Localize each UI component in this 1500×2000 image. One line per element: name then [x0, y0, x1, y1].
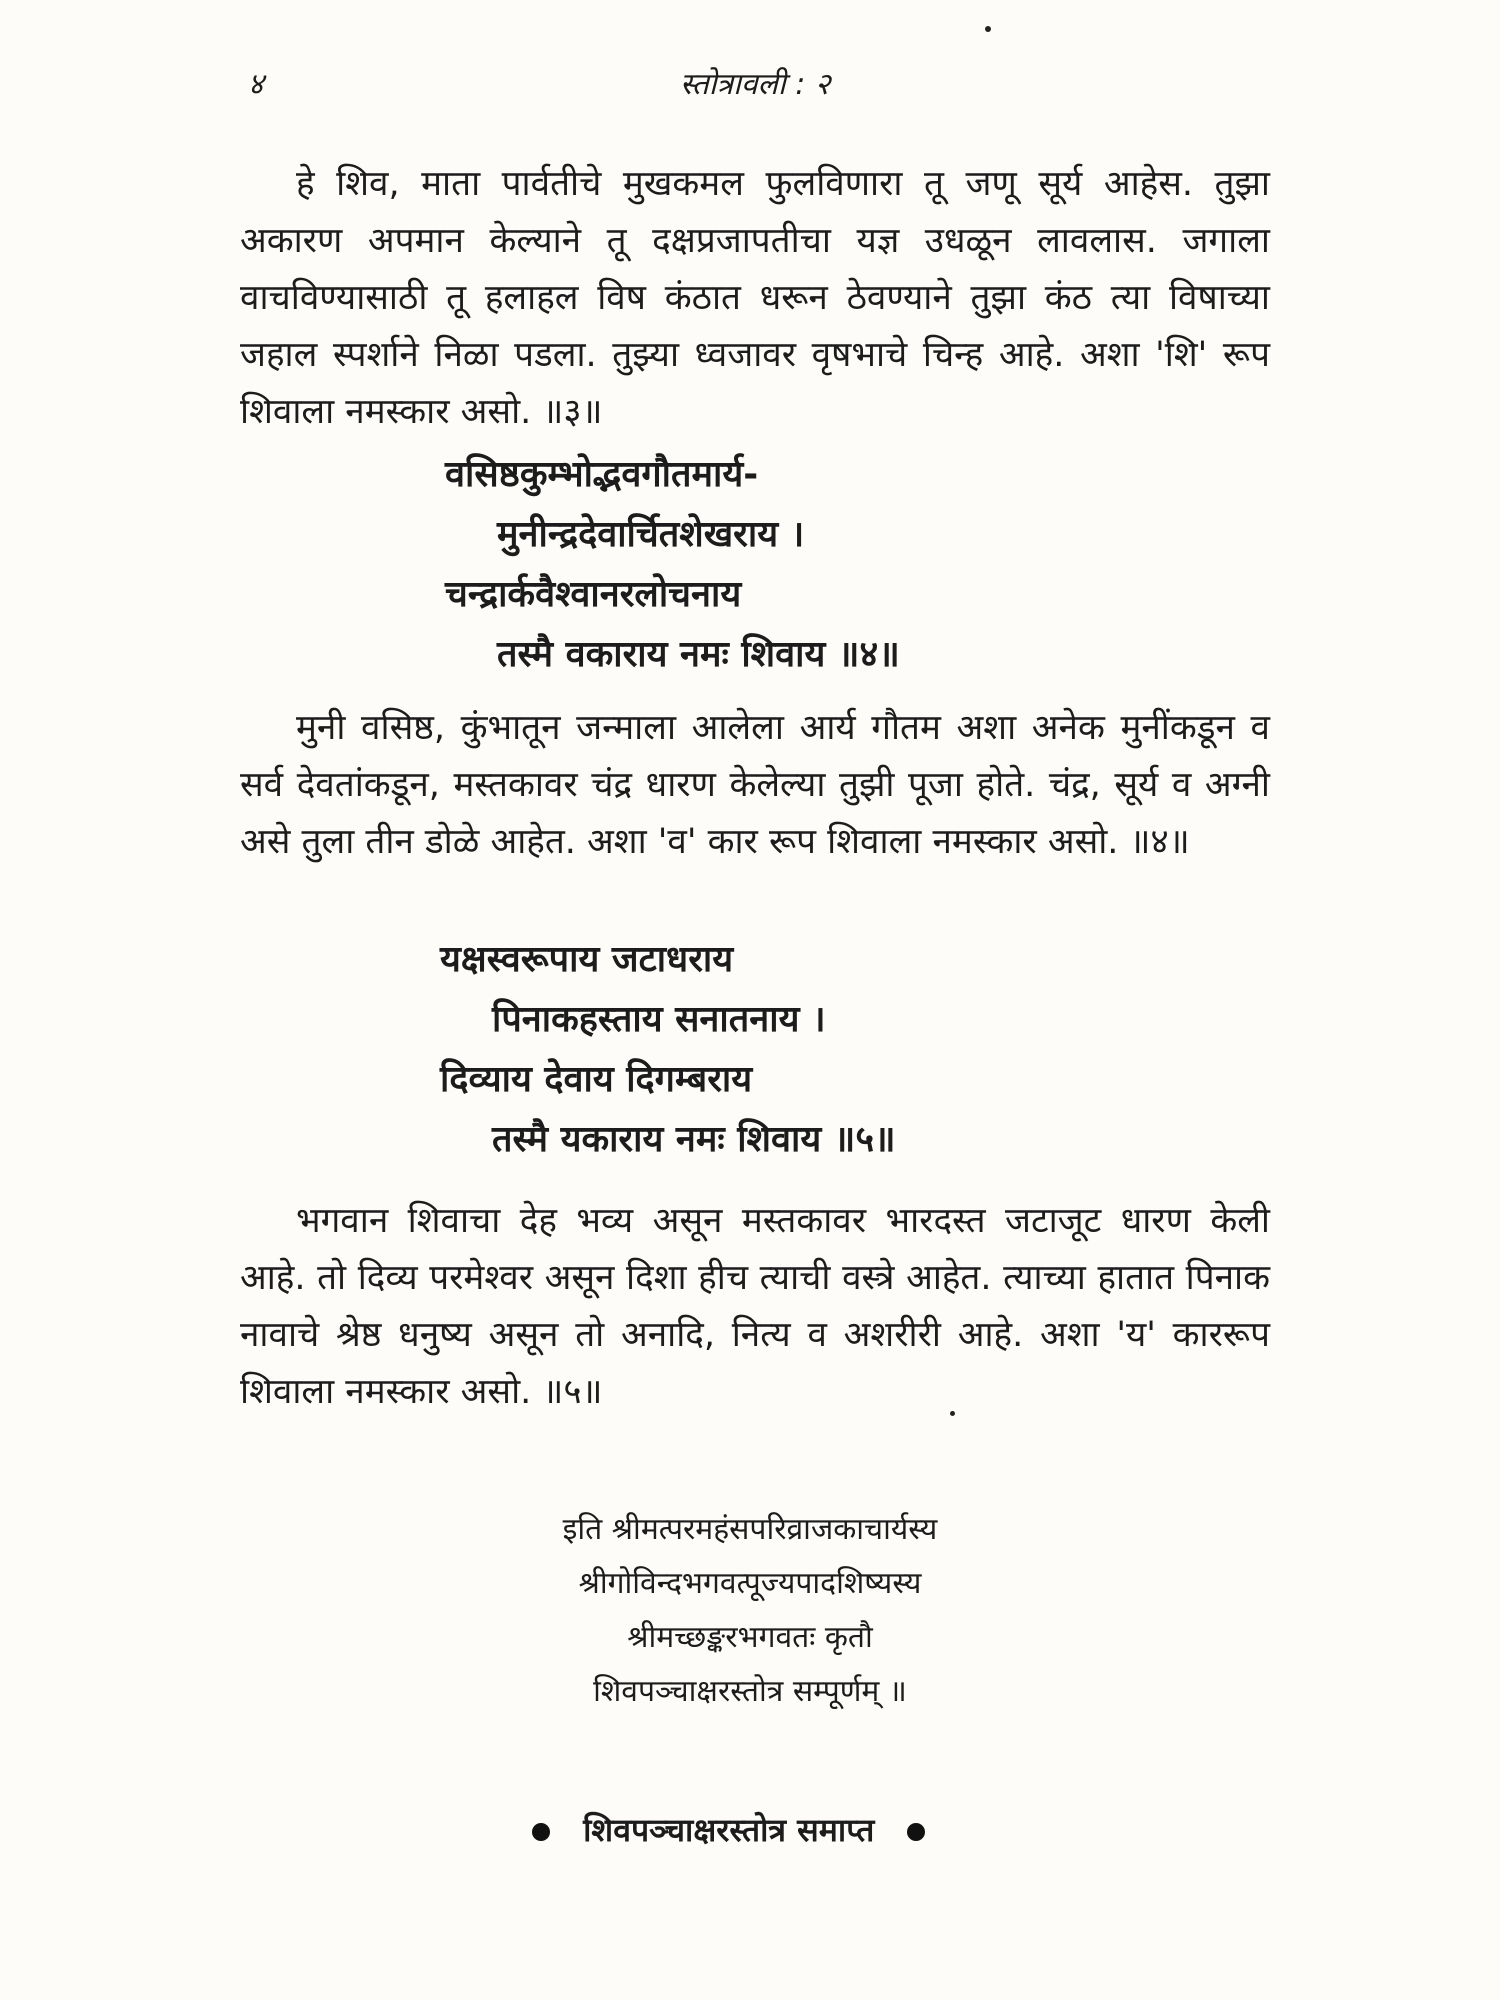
- verse-4-line-2: मुनीन्द्रदेवार्चितशेखराय ।: [497, 514, 805, 555]
- end-note-text: शिवपञ्चाक्षरस्तोत्र समाप्त: [583, 1811, 875, 1849]
- verse-4-line-1: वसिष्ठकुम्भोद्भवगौतमार्य-: [445, 454, 759, 495]
- end-note: [510, 1808, 947, 1851]
- verse-4-line-3: चन्द्रार्कवैश्वानरलोचनाय: [445, 574, 742, 615]
- running-head: स्तोत्रावली : २: [680, 67, 831, 102]
- colophon-line-4: शिवपञ्चाक्षरस्तोत्र सम्पूर्णम् ॥: [593, 1674, 907, 1709]
- commentary-verse-5: भगवान शिवाचा देह भव्य असून मस्तकावर भारदस्त जटाजूट धारण केली आहे. तो दिव्य परमेश्वर असून दिशा हीच त्याची वस्त्रे आहेत. त्याच्या हातात पिनाक नावाचे श्रेष्ठ धनुष्य असून तो अनादि, नित्य व अशरीरी आहे. अशा 'य' काररूप शिवाला नमस्कार असो. ॥५॥: [240, 1201, 1270, 1412]
- bullet-icon: [907, 1823, 925, 1841]
- verse-4-line-4: तस्मै वकाराय नमः शिवाय ॥४॥: [497, 634, 900, 675]
- verse-5-line-4: तस्मै यकाराय नमः शिवाय ॥५॥: [492, 1119, 896, 1160]
- page-number: ४: [248, 67, 264, 102]
- colophon: [400, 1503, 1100, 1719]
- colophon-line-1: इति श्रीमत्परमहंसपरिव्राजकाचार्यस्य: [562, 1512, 938, 1547]
- colophon-line-3: श्रीमच्छङ्करभगवतः कृतौ: [627, 1620, 873, 1655]
- commentary-verse-3: हे शिव, माता पार्वतीचे मुखकमल फुलविणारा तू जणू सूर्य आहेस. तुझा अकारण अपमान केल्याने तू दक्षप्रजापतीचा यज्ञ उधळून लावलास. जगाला वाचविण्यासाठी तू हलाहल विष कंठात धरून ठेवण्याने तुझा कंठ त्या विषाच्या जहाल स्पर्शाने निळा पडला. तुझ्या ध्वजावर वृषभाचे चिन्ह आहे. अशा 'शि' रूप शिवाला नमस्कार असो. ॥३॥: [240, 164, 1270, 432]
- print-speck: [950, 1411, 955, 1416]
- verse-5-line-2: पिनाकहस्ताय सनातनाय ।: [492, 999, 826, 1040]
- print-speck: [985, 26, 991, 32]
- bullet-icon: [532, 1823, 550, 1841]
- colophon-line-2: श्रीगोविन्दभगवत्पूज्यपादशिष्यस्य: [578, 1566, 922, 1601]
- commentary-verse-4: मुनी वसिष्ठ, कुंभातून जन्माला आलेला आर्य गौतम अशा अनेक मुनींकडून व सर्व देवतांकडून, मस्तकावर चंद्र धारण केलेल्या तुझी पूजा होते. चंद्र, सूर्य व अग्नी असे तुला तीन डोळे आहेत. अशा 'व' कार रूप शिवाला नमस्कार असो. ॥४॥: [240, 708, 1270, 862]
- verse-5-line-3: दिव्याय देवाय दिगम्बराय: [440, 1059, 753, 1100]
- verse-5-line-1: यक्षस्वरूपाय जटाधराय: [440, 939, 734, 980]
